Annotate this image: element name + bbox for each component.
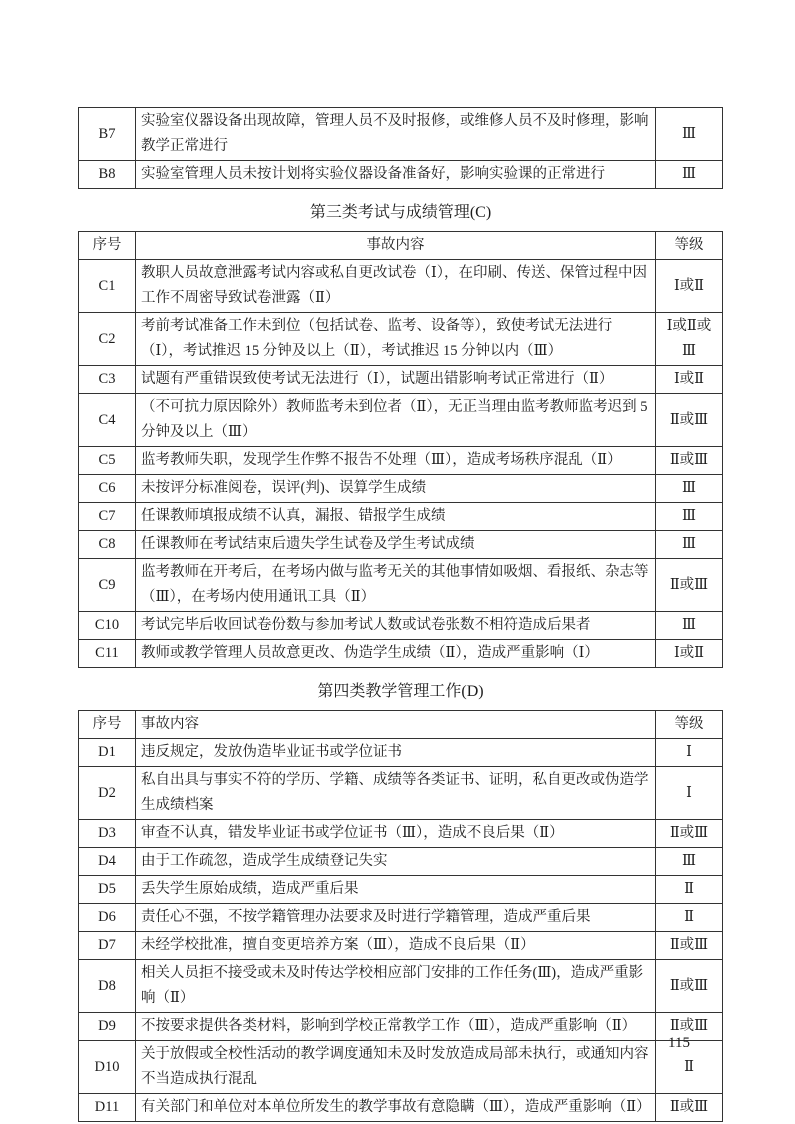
row-serial-cell: D4: [79, 848, 136, 876]
table-row: [79, 932, 723, 960]
table-row: [79, 848, 723, 876]
row-content-cell: 教师或教学管理人员故意更改、伪造学生成绩（Ⅱ），造成严重影响（Ⅰ）: [136, 640, 656, 668]
row-grade-cell: Ⅲ: [656, 161, 723, 189]
row-grade-cell: Ⅰ: [656, 767, 723, 820]
table-row: [79, 394, 723, 447]
row-serial-cell: D6: [79, 904, 136, 932]
row-content-cell: （不可抗力原因除外）教师监考未到位者（Ⅱ），无正当理由监考教师监考迟到 5 分钟及以上（Ⅲ）: [136, 394, 656, 447]
header-grade: 等级: [656, 232, 723, 260]
row-grade-cell: Ⅱ或Ⅲ: [656, 394, 723, 447]
table-row: [79, 559, 723, 612]
row-grade-cell: Ⅲ: [656, 475, 723, 503]
row-content-cell: 未按评分标准阅卷，误评(判)、误算学生成绩: [136, 475, 656, 503]
row-grade-cell: Ⅱ或Ⅲ: [656, 559, 723, 612]
header-content: 事故内容: [136, 711, 656, 739]
row-serial-cell: C1: [79, 260, 136, 313]
row-grade-cell: Ⅱ或Ⅲ: [656, 960, 723, 1013]
row-serial-cell: D11: [79, 1094, 136, 1122]
table-row: [79, 503, 723, 531]
row-content-cell: 私自出具与事实不符的学历、学籍、成绩等各类证书、证明，私自更改或伪造学生成绩档案: [136, 767, 656, 820]
row-content-cell: 由于工作疏忽，造成学生成绩登记失实: [136, 848, 656, 876]
row-serial-cell: C11: [79, 640, 136, 668]
table-row: [79, 108, 723, 161]
table-row: [79, 1094, 723, 1122]
row-serial-cell: D2: [79, 767, 136, 820]
section-c-title: 第三类考试与成绩管理(C): [309, 204, 492, 221]
row-serial-cell: D7: [79, 932, 136, 960]
header-grade: 等级: [656, 711, 723, 739]
table-row: [79, 447, 723, 475]
table-row: [79, 475, 723, 503]
row-content-cell: 关于放假或全校性活动的教学调度通知未及时发放造成局部未执行，或通知内容不当造成执行混乱: [136, 1041, 656, 1094]
table-d-teaching-management: [78, 710, 723, 1122]
row-serial-cell: D3: [79, 820, 136, 848]
row-content-cell: 实验室仪器设备出现故障，管理人员不及时报修，或维修人员不及时修理，影响教学正常进行: [136, 108, 656, 161]
table-row: [79, 876, 723, 904]
row-serial-cell: D8: [79, 960, 136, 1013]
row-content-cell: 试题有严重错误致使考试无法进行（Ⅰ），试题出错影响考试正常进行（Ⅱ）: [136, 366, 656, 394]
row-serial-cell: D10: [79, 1041, 136, 1094]
row-content-cell: 审查不认真，错发毕业证书或学位证书（Ⅲ），造成不良后果（Ⅱ）: [136, 820, 656, 848]
table-row: [79, 161, 723, 189]
section-d-title: 第四类教学管理工作(D): [317, 683, 484, 700]
row-content-cell: 考试完毕后收回试卷份数与参加考试人数或试卷张数不相符造成后果者: [136, 612, 656, 640]
table-row: [79, 820, 723, 848]
row-serial-cell: C7: [79, 503, 136, 531]
row-grade-cell: Ⅰ或Ⅱ: [656, 366, 723, 394]
row-serial-cell: D5: [79, 876, 136, 904]
table-b-continuation: [78, 107, 723, 189]
row-grade-cell: Ⅰ或Ⅱ: [656, 640, 723, 668]
row-grade-cell: Ⅱ或Ⅲ: [656, 447, 723, 475]
row-content-cell: 监考教师在开考后，在考场内做与监考无关的其他事情如吸烟、看报纸、杂志等（Ⅲ），在考场内使用通讯工具（Ⅱ）: [136, 559, 656, 612]
table-row: [79, 260, 723, 313]
row-serial-cell: C8: [79, 531, 136, 559]
row-content-cell: 不按要求提供各类材料，影响到学校正常教学工作（Ⅲ），造成严重影响（Ⅱ）: [136, 1013, 656, 1041]
row-content-cell: 教职人员故意泄露考试内容或私自更改试卷（Ⅰ），在印刷、传送、保管过程中因工作不周密导致试卷泄露（Ⅱ）: [136, 260, 656, 313]
table-row: [79, 366, 723, 394]
row-content-cell: 实验室管理人员未按计划将实验仪器设备准备好，影响实验课的正常进行: [136, 161, 656, 189]
row-grade-cell: Ⅱ或Ⅲ: [656, 820, 723, 848]
row-grade-cell: Ⅱ: [656, 1041, 723, 1094]
row-serial-cell: C3: [79, 366, 136, 394]
table-row: [79, 1041, 723, 1094]
table-row: [79, 739, 723, 767]
table-row: [79, 531, 723, 559]
row-serial-cell: B8: [79, 161, 136, 189]
row-grade-cell: Ⅲ: [656, 108, 723, 161]
row-content-cell: 违反规定，发放伪造毕业证书或学位证书: [136, 739, 656, 767]
row-grade-cell: Ⅰ或Ⅱ: [656, 260, 723, 313]
row-content-cell: 有关部门和单位对本单位所发生的教学事故有意隐瞒（Ⅲ），造成严重影响（Ⅱ）: [136, 1094, 656, 1122]
row-serial-cell: C6: [79, 475, 136, 503]
header-content: 事故内容: [136, 232, 656, 260]
table-header-row: [79, 711, 723, 739]
page-number: 115: [668, 1035, 690, 1051]
row-content-cell: 相关人员拒不接受或未及时传达学校相应部门安排的工作任务(Ⅲ)，造成严重影响（Ⅱ）: [136, 960, 656, 1013]
row-serial-cell: C9: [79, 559, 136, 612]
header-serial: 序号: [79, 232, 136, 260]
row-content-cell: 未经学校批准，擅自变更培养方案（Ⅲ），造成不良后果（Ⅱ）: [136, 932, 656, 960]
table-row: [79, 960, 723, 1013]
row-content-cell: 任课教师填报成绩不认真，漏报、错报学生成绩: [136, 503, 656, 531]
row-serial-cell: C10: [79, 612, 136, 640]
row-grade-cell: Ⅱ或Ⅲ: [656, 1013, 723, 1041]
header-serial: 序号: [79, 711, 136, 739]
row-grade-cell: Ⅲ: [656, 531, 723, 559]
row-content-cell: 任课教师在考试结束后遗失学生试卷及学生考试成绩: [136, 531, 656, 559]
row-serial-cell: D1: [79, 739, 136, 767]
row-serial-cell: C4: [79, 394, 136, 447]
row-serial-cell: C5: [79, 447, 136, 475]
row-serial-cell: C2: [79, 313, 136, 366]
row-grade-cell: Ⅲ: [656, 612, 723, 640]
row-serial-cell: D9: [79, 1013, 136, 1041]
row-content-cell: 考前考试准备工作未到位（包括试卷、监考、设备等），致使考试无法进行（Ⅰ），考试推迟 15 分钟及以上（Ⅱ），考试推迟 15 分钟以内（Ⅲ）: [136, 313, 656, 366]
row-grade-cell: Ⅱ: [656, 904, 723, 932]
table-row: [79, 313, 723, 366]
row-grade-cell: Ⅰ或Ⅱ或Ⅲ: [656, 313, 723, 366]
row-serial-cell: B7: [79, 108, 136, 161]
row-grade-cell: Ⅱ或Ⅲ: [656, 932, 723, 960]
row-grade-cell: Ⅲ: [656, 848, 723, 876]
table-row: [79, 640, 723, 668]
table-header-row: [79, 232, 723, 260]
table-row: [79, 767, 723, 820]
table-c-exams-grades: [78, 231, 723, 668]
table-row: [79, 612, 723, 640]
row-grade-cell: Ⅰ: [656, 739, 723, 767]
table-row: [79, 904, 723, 932]
row-content-cell: 责任心不强，不按学籍管理办法要求及时进行学籍管理，造成严重后果: [136, 904, 656, 932]
row-grade-cell: Ⅱ或Ⅲ: [656, 1094, 723, 1122]
row-content-cell: 丢失学生原始成绩，造成严重后果: [136, 876, 656, 904]
row-grade-cell: Ⅱ: [656, 876, 723, 904]
row-grade-cell: Ⅲ: [656, 503, 723, 531]
table-row: [79, 1013, 723, 1041]
row-content-cell: 监考教师失职，发现学生作弊不报告不处理（Ⅲ），造成考场秩序混乱（Ⅱ）: [136, 447, 656, 475]
